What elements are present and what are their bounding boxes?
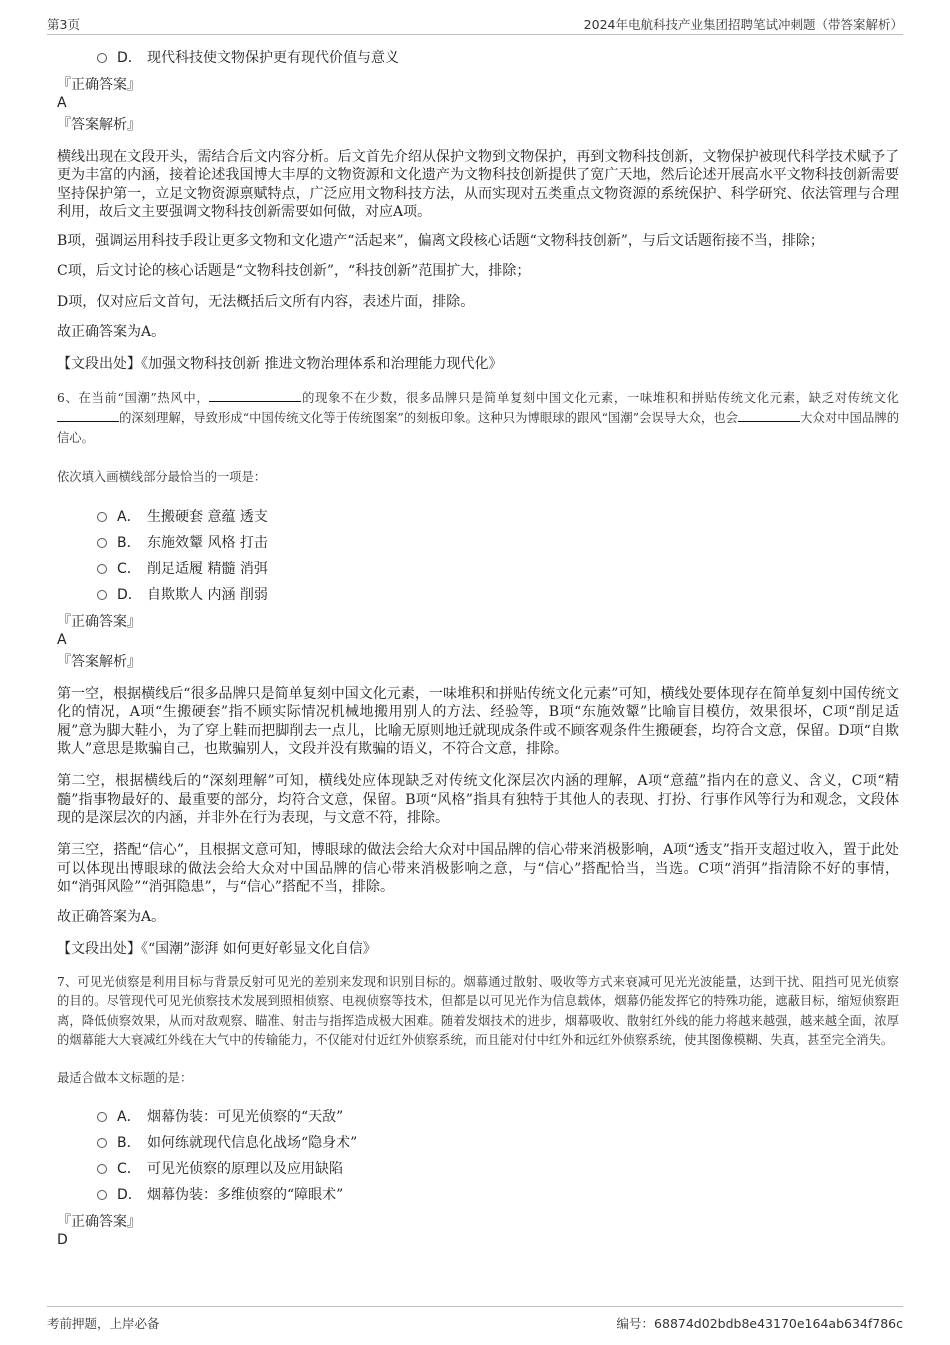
- document-id: 编号：68874d02bdb8e43170e164ab634f786c: [616, 1316, 903, 1331]
- q7-option-b[interactable]: [97, 1129, 899, 1155]
- q5-analysis-para: 故正确答案为A。: [57, 324, 166, 341]
- option-letter: A．: [117, 1108, 141, 1125]
- radio-icon[interactable]: [97, 53, 107, 63]
- page-number: 第3页: [47, 17, 80, 32]
- q7-option-d[interactable]: [97, 1181, 899, 1207]
- option-text: 烟幕伪装：多维侦察的“障眼术”: [147, 1186, 344, 1203]
- q5-source: 【文段出处】《加强文物科技创新 推进文物治理体系和治理能力现代化》: [57, 356, 503, 373]
- option-letter: C．: [117, 561, 141, 578]
- page-header: [47, 12, 903, 35]
- option-text: 东施效颦 风格 打击: [147, 535, 268, 552]
- q7-prompt: 最适合做本文标题的是：: [57, 1070, 193, 1085]
- option-text: 生搬硬套 意蕴 透支: [147, 509, 268, 526]
- fill-blank: [738, 408, 800, 422]
- q6-option-a[interactable]: [97, 503, 899, 529]
- q6-analysis-para: 第二空，根据横线后的“深刻理解”可知，横线处应体现缺乏对传统文化深层次内涵的理解，A项“意蕴”指内在的意义、含义，C项“精髓”指事物最好的、最重要的部分，均符合文意，保留。B项“风格”指具有独特于其他人的表现、打扮、行事作风等行为和观念，文段体现的是深层次的内涵，并非外在行为表现，与文意不符，排除。: [57, 773, 899, 826]
- stem-text: 6、在当前“国潮”热风中，: [57, 390, 210, 405]
- option-text: 烟幕伪装：可见光侦察的“天敌”: [147, 1108, 344, 1125]
- option-text: 削足适履 精髓 消弭: [147, 561, 268, 578]
- radio-icon[interactable]: [97, 512, 107, 522]
- q7-stem: 7、可见光侦察是利用目标与背景反射可见光的差别来发现和识别目标的。烟幕通过散射、吸收等方式来衰减可见光光波能量，达到干扰、阻挡可见光侦察的目的。尽管现代可见光侦察技术发展到照相侦察、电视侦察等技术，但都是以可见光作为信息载体，烟幕仍能发挥它的特殊功能，遮蔽目标，缩短侦察距离，降低侦察效果，从而对敌观察、瞄准、射击与指挥造成极大困难。随着发烟技术的进步，烟幕吸收、散射红外线的能力将越来越强，越来越全面，浓厚的烟幕能大大衰减红外线在大气中的传输能力，不仅能对付近红外侦察系统，而且能对付中红外和远红外侦察系统，使其图像模糊、失真，甚至完全消失。: [57, 974, 899, 1048]
- footer-slogan: 考前押题，上岸必备: [47, 1316, 160, 1331]
- page-footer: [47, 1306, 903, 1331]
- option-letter: D．: [117, 587, 142, 604]
- q6-stem: [57, 388, 899, 449]
- radio-icon[interactable]: [97, 564, 107, 574]
- q5-option-d[interactable]: [97, 44, 899, 70]
- option-letter: D．: [117, 50, 142, 66]
- radio-icon[interactable]: [97, 1164, 107, 1174]
- q7-options: [57, 1103, 899, 1207]
- q5-analysis-para: D项，仅对应后文首句，无法概括后文所有内容，表述片面，排除。: [57, 293, 475, 310]
- q5-analysis-label: 『答案解析』: [57, 117, 141, 133]
- option-letter: D．: [117, 1186, 142, 1203]
- q6-analysis-label: 『答案解析』: [57, 654, 141, 671]
- q7-option-a[interactable]: [97, 1103, 899, 1129]
- q6-analysis-para: 故正确答案为A。: [57, 909, 166, 926]
- radio-icon[interactable]: [97, 1138, 107, 1148]
- option-text: 现代科技使文物保护更有现代价值与意义: [147, 50, 399, 66]
- q6-option-b[interactable]: [97, 529, 899, 555]
- q7-answer: D: [57, 1231, 68, 1248]
- page-content: [57, 44, 899, 1249]
- q6-options: [57, 503, 899, 607]
- q6-source: 【文段出处】《“国潮”澎湃 如何更好彰显文化自信》: [57, 941, 377, 958]
- q6-answer: A: [57, 632, 67, 649]
- fill-blank: [209, 388, 301, 402]
- q6-option-d[interactable]: [97, 581, 899, 607]
- option-letter: B．: [117, 1134, 141, 1151]
- q5-analysis-para: B项，强调运用科技手段让更多文物和文化遗产“活起来”，偏离文段核心话题“文物科技创新”，与后文话题衔接不当，排除；: [57, 233, 824, 250]
- q5-answer-label: 『正确答案』: [57, 77, 141, 93]
- radio-icon[interactable]: [97, 1112, 107, 1122]
- option-text: 如何练就现代信息化战场“隐身术”: [147, 1134, 358, 1151]
- option-letter: B．: [117, 535, 141, 552]
- radio-icon[interactable]: [97, 590, 107, 600]
- option-letter: C．: [117, 1160, 141, 1177]
- q5-analysis-para: C项，后文讨论的核心话题是“文物科技创新”，“科技创新”范围扩大，排除；: [57, 263, 531, 280]
- radio-icon[interactable]: [97, 538, 107, 548]
- q7-option-c[interactable]: [97, 1155, 899, 1181]
- q6-analysis-para: 第一空，根据横线后“很多品牌只是简单复刻中国文化元素，一味堆积和拼贴传统文化元素”可知，横线处要体现存在简单复刻中国传统文化的情况，A项“生搬硬套”指不顾实际情况机械地搬用别人的方法、经验等，B项“东施效颦”比喻盲目模仿，效果很坏，C项“削足适履”意为脚大鞋小，为了穿上鞋而把脚削去一点儿，比喻无原则地迁就现成条件或不顾客观条件生搬硬套，均符合文意，保留。D项“自欺欺人”意思是欺骗自己，也欺骗别人，文段并没有欺骗的语义，不符合文意，排除。: [57, 686, 899, 758]
- document-title: 2024年电航科技产业集团招聘笔试冲刺题（带答案解析）: [583, 17, 903, 32]
- q6-option-c[interactable]: [97, 555, 899, 581]
- option-letter: A．: [117, 509, 141, 526]
- q6-prompt: 依次填入画横线部分最恰当的一项是：: [57, 470, 267, 485]
- q5-answer: A: [57, 95, 67, 111]
- q6-analysis-para: 第三空，搭配“信心”，且根据文意可知，博眼球的做法会给大众对中国品牌的信心带来消极影响，A项“透支”指开支超过收入，置于此处可以体现出博眼球的做法会给大众对中国品牌的信心带来消极影响之意，与“信心”搭配恰当，当选。C项“消弭”指清除不好的事情，如“消弭风险”“消弭隐患”，与“信心”搭配不当，排除。: [57, 842, 899, 895]
- q7-answer-label: 『正确答案』: [57, 1213, 141, 1230]
- stem-text: 大众对中国品牌的信心。: [57, 411, 899, 445]
- stem-text: 的深刻理解，导致形成“中国传统文化等于传统图案”的刻板印象。这种只为博眼球的跟风“国潮”会误导大众，也会: [119, 411, 739, 426]
- radio-icon[interactable]: [97, 1190, 107, 1200]
- option-text: 自欺欺人 内涵 削弱: [147, 587, 268, 604]
- option-text: 可见光侦察的原理以及应用缺陷: [147, 1160, 343, 1177]
- q5-analysis-para: 横线出现在文段开头，需结合后文内容分析。后文首先介绍从保护文物到文物保护，再到文物科技创新，文物保护被现代科学技术赋予了更为丰富的内涵，接着论述我国博大丰厚的文物资源和文化遗产为文物科技创新提供了宽广天地，然后论述开展高水平文物科技创新需要坚持保护第一，立足文物资源禀赋特点，广泛应用文物科技方法，从而实现对五类重点文物资源的系统保护、科学研究、依法管理与合理利用，故后文主要强调文物科技创新需要如何做，对应A项。: [57, 149, 899, 220]
- q6-answer-label: 『正确答案』: [57, 614, 141, 631]
- fill-blank: [57, 408, 119, 422]
- stem-text: 的现象不在少数，很多品牌只是简单复刻中国文化元素，一味堆积和拼贴传统文化元素，缺乏对传统文化: [301, 390, 899, 405]
